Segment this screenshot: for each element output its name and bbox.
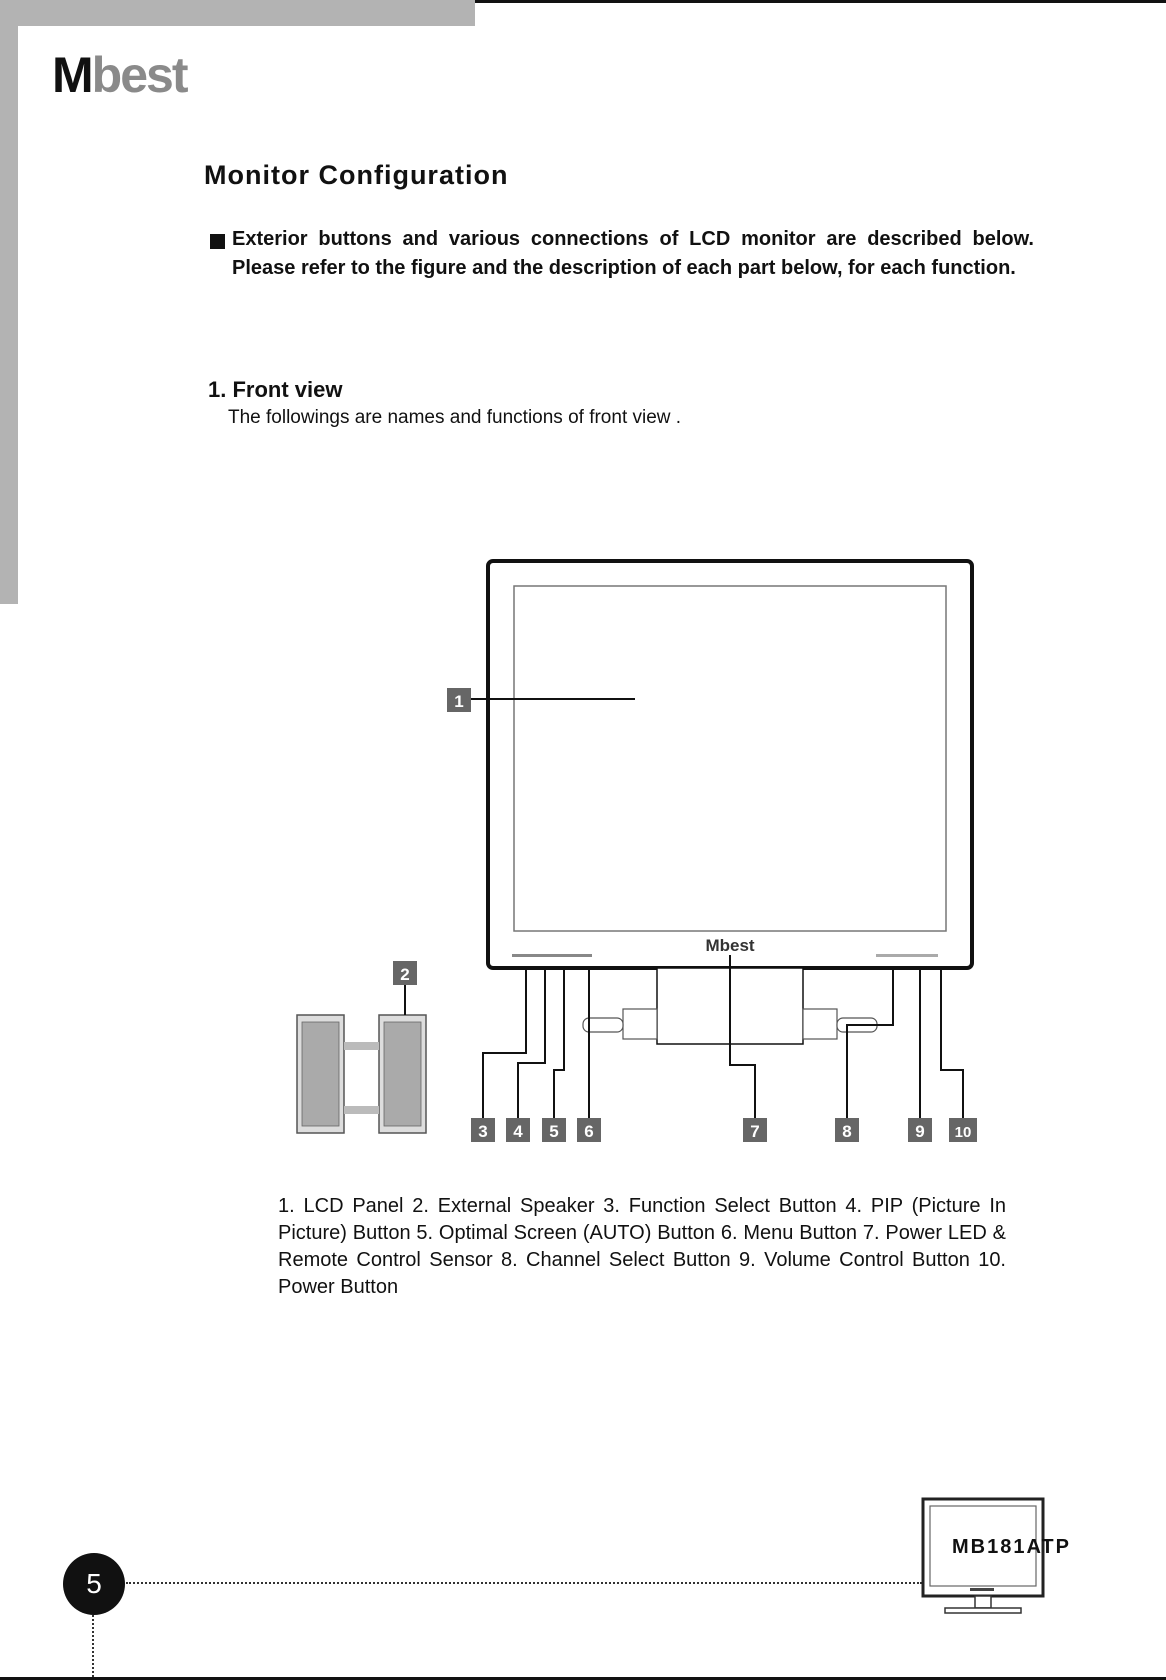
front-view-figure [280,550,1000,1150]
footer-dotted-rule [126,1582,922,1584]
callout-label-7: 7 [750,1122,760,1141]
leader-8 [847,968,893,1118]
leader-5 [554,968,564,1118]
stand-hinge-right [803,1009,837,1039]
page-number-badge [63,1553,125,1615]
stand-hinge-left [623,1009,657,1039]
logo-letter-m: M [52,47,92,103]
top-rule [475,0,1166,3]
left-gray-bar [0,0,18,604]
footer-dotted-vertical [92,1615,94,1677]
speaker-right-grille [384,1022,421,1126]
bezel-logo: Mbest [705,936,755,955]
speaker-bracket-top [344,1042,379,1050]
top-gray-bar [0,0,475,26]
callout-label-8: 8 [842,1122,852,1141]
leader-10 [941,968,963,1118]
speaker-bracket-bottom [344,1106,379,1114]
speaker-left-grille [302,1022,339,1126]
bullet-square-icon [210,234,225,249]
brand-logo [52,47,187,103]
lcd-panel [514,586,946,931]
callout-label-5: 5 [549,1122,559,1141]
model-name: MB181ATP [952,1536,1071,1558]
bezel-button-labels-left [512,954,592,957]
section-description: The followings are names and functions of front view . [228,407,682,428]
bezel-button-labels-right [876,954,938,957]
callout-label-3: 3 [478,1122,488,1141]
callout-label-9: 9 [915,1122,925,1141]
callout-label-2: 2 [400,965,410,984]
page-title: Monitor Configuration [204,160,509,190]
leader-4 [518,968,545,1118]
callout-label-4: 4 [513,1122,523,1141]
callout-label-10: 10 [954,1124,972,1141]
leader-3 [483,968,526,1118]
callout-label-6: 6 [584,1122,594,1141]
page-number: 5 [86,1568,102,1599]
parts-caption: 1. LCD Panel 2. External Speaker 3. Function Select Button 4. PIP (Picture In Picture) Button 5. Optimal Screen (AUTO) Button 6. Menu Button 7. Power LED & Remote Control Sensor 8. Channel Select Button 9. Volume Control Button 10. Power Button [278,1195,1006,1298]
callout-label-1: 1 [454,692,464,711]
intro-paragraph: Exterior buttons and various connections of LCD monitor are described below. Please refer to the figure and the description of each part below, for each function. [232,228,1034,279]
logo-rest: best [91,47,187,103]
section-heading: 1. Front view [208,377,343,402]
